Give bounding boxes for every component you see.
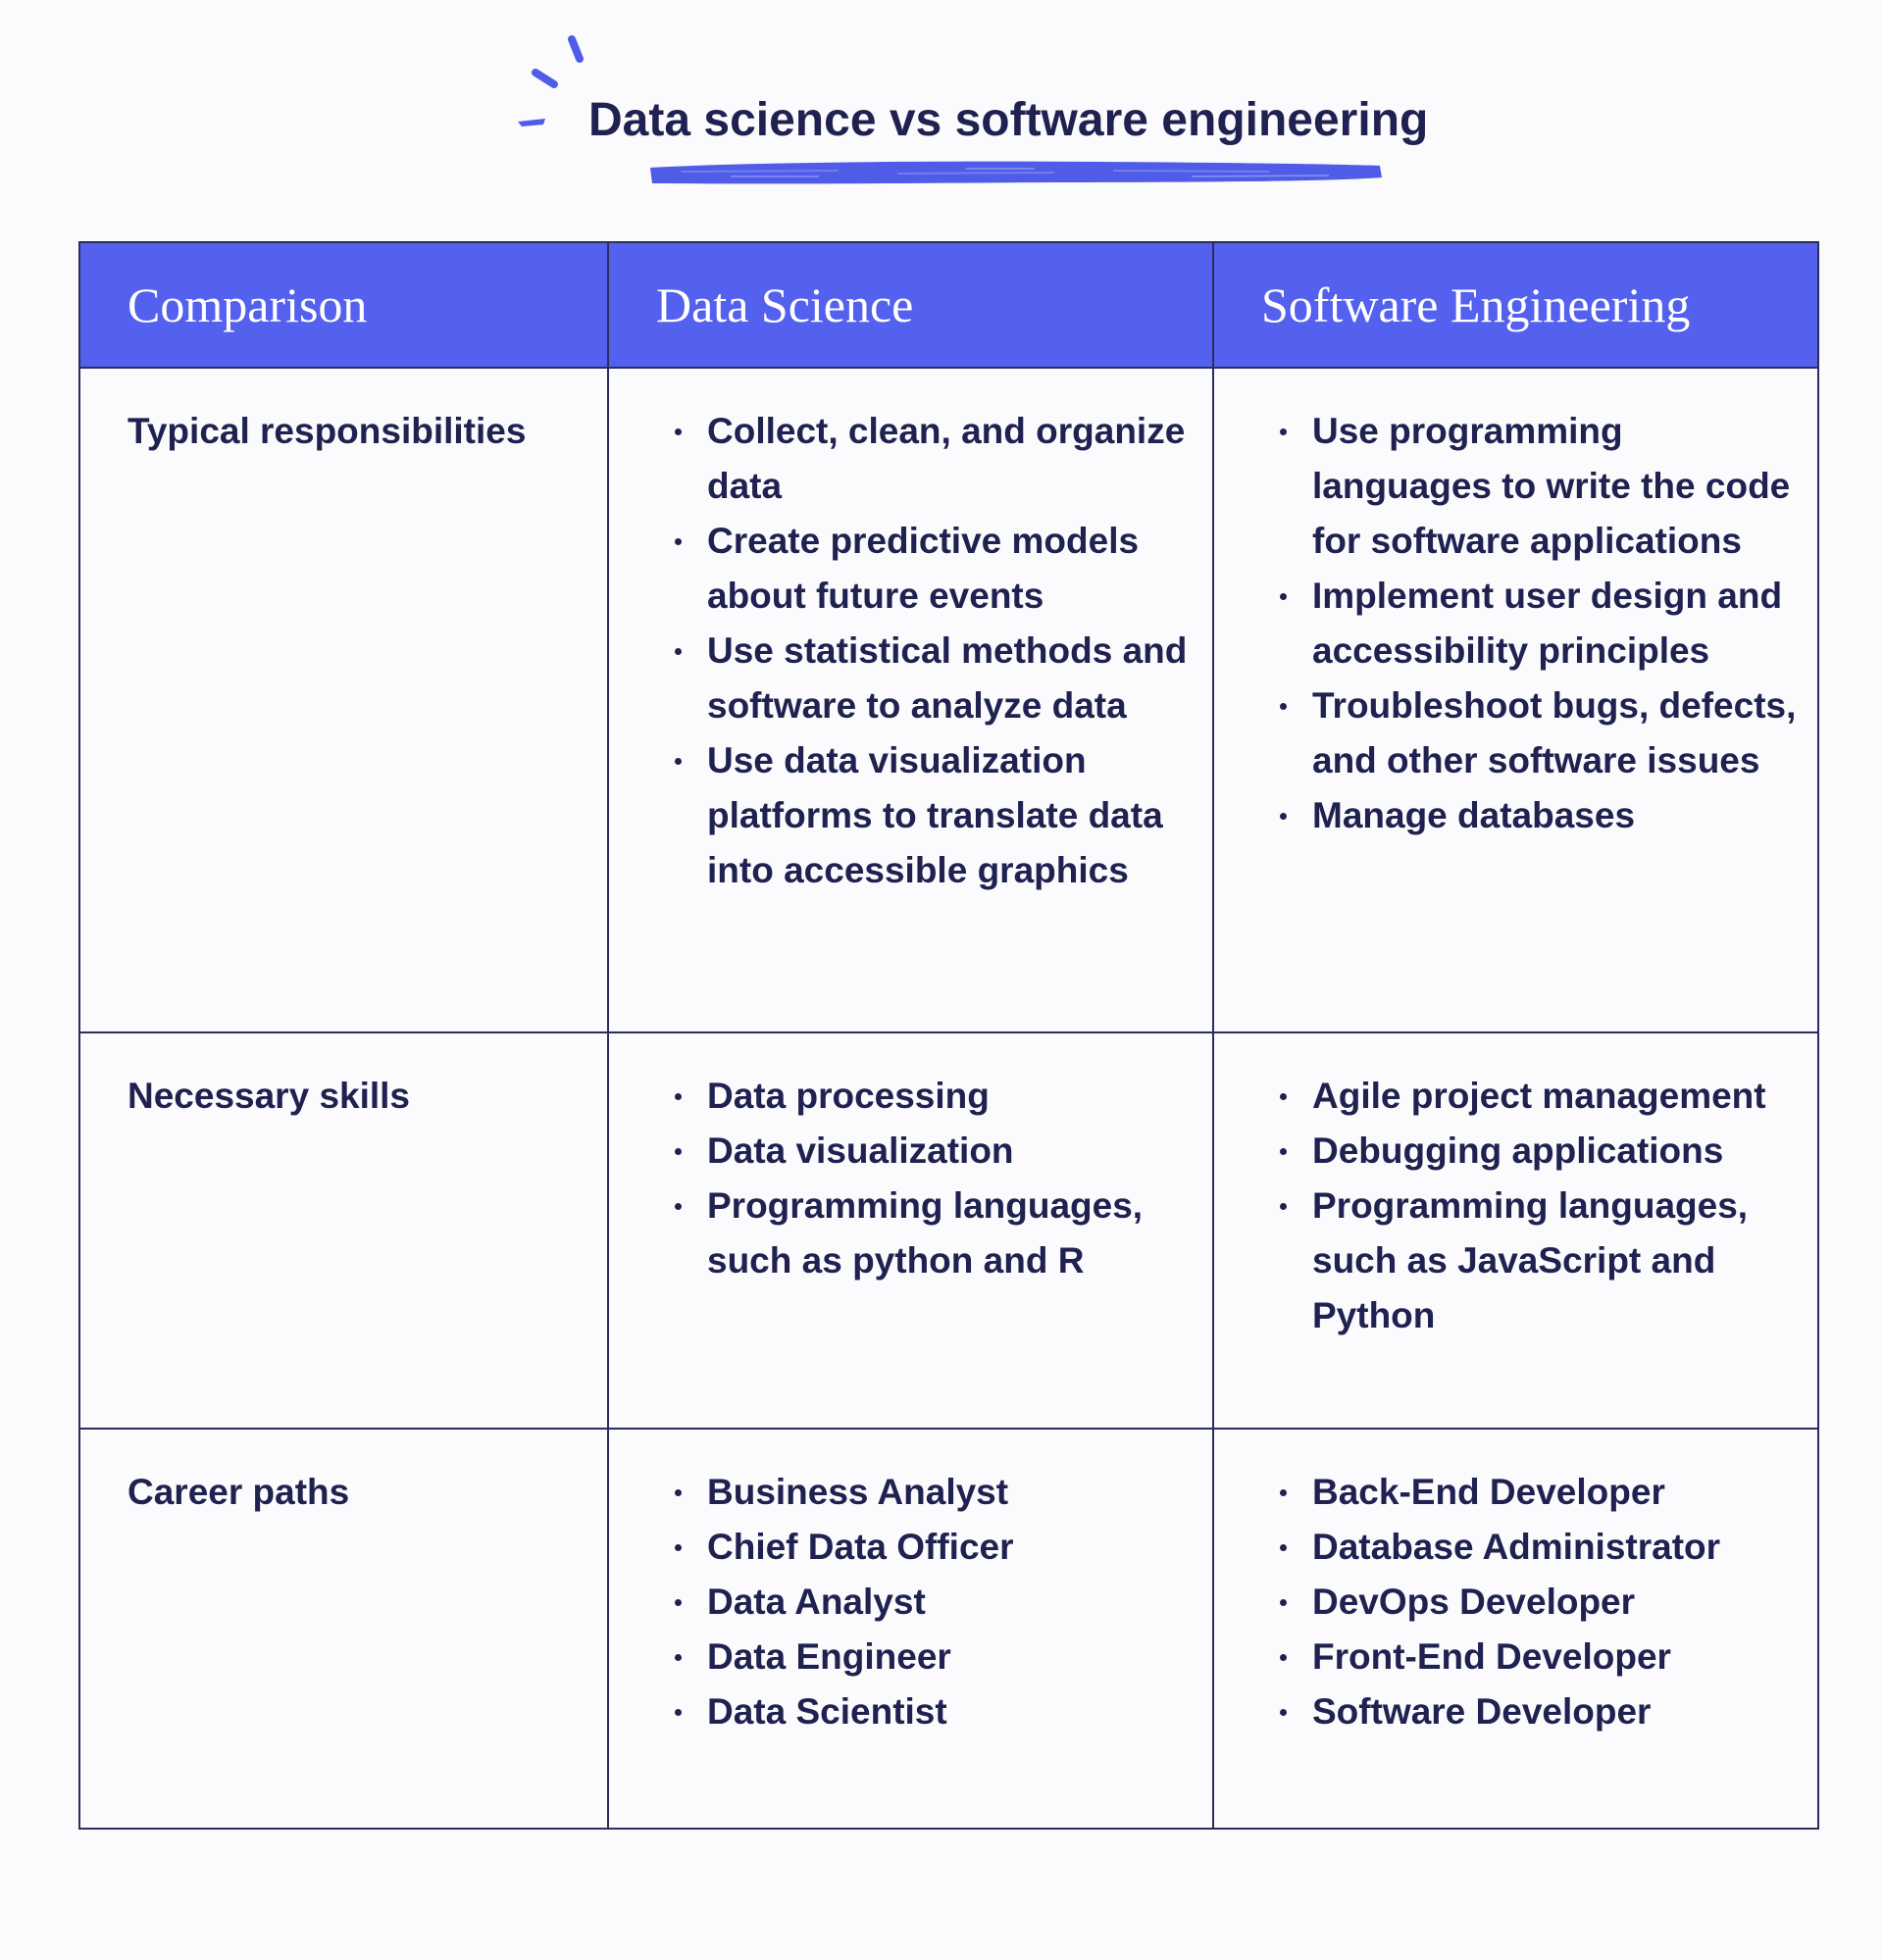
table-row [79, 1032, 1818, 1429]
list-item: Data visualization [668, 1124, 1193, 1179]
list-item: Use data visualization platforms to translate data into accessible graphics [668, 733, 1193, 898]
bullet-list [1273, 1465, 1798, 1739]
table-row [79, 1429, 1818, 1829]
bullet-list [1273, 404, 1798, 843]
list-item: Agile project management [1273, 1069, 1798, 1124]
list-item: Business Analyst [668, 1465, 1193, 1520]
column-header-comparison: Comparison [79, 242, 608, 368]
list-item: Data processing [668, 1069, 1193, 1124]
table-row [79, 368, 1818, 1032]
column-header-software-engineering: Software Engineering [1213, 242, 1818, 368]
list-item: DevOps Developer [1273, 1575, 1798, 1630]
list-item: Create predictive models about future events [668, 514, 1193, 624]
list-item: Programming languages, such as JavaScript and Python [1273, 1179, 1798, 1343]
list-item: Back-End Developer [1273, 1465, 1798, 1520]
brush-underline [642, 152, 1388, 193]
software-engineering-cell [1213, 1429, 1818, 1829]
bullet-list [668, 1465, 1193, 1739]
header [0, 0, 1883, 216]
list-item: Implement user design and accessibility principles [1273, 569, 1798, 678]
comparison-table [78, 241, 1819, 1830]
list-item: Data Analyst [668, 1575, 1193, 1630]
list-item: Collect, clean, and organize data [668, 404, 1193, 514]
list-item: Data Scientist [668, 1684, 1193, 1739]
list-item: Programming languages, such as python and R [668, 1179, 1193, 1288]
bullet-list [668, 404, 1193, 898]
table-header-row [79, 242, 1818, 368]
data-science-cell [608, 1429, 1213, 1829]
row-label: Career paths [79, 1429, 608, 1829]
data-science-cell [608, 1032, 1213, 1429]
row-label: Typical responsibilities [79, 368, 608, 1032]
bullet-list [668, 1069, 1193, 1288]
bullet-list [1273, 1069, 1798, 1343]
accent-marks-icon [500, 27, 598, 145]
column-header-data-science: Data Science [608, 242, 1213, 368]
software-engineering-cell [1213, 1032, 1818, 1429]
list-item: Software Developer [1273, 1684, 1798, 1739]
list-item: Database Administrator [1273, 1520, 1798, 1575]
list-item: Troubleshoot bugs, defects, and other software issues [1273, 678, 1798, 788]
list-item: Chief Data Officer [668, 1520, 1193, 1575]
list-item: Front-End Developer [1273, 1630, 1798, 1684]
list-item: Debugging applications [1273, 1124, 1798, 1179]
list-item: Data Engineer [668, 1630, 1193, 1684]
list-item: Use programming languages to write the code for software applications [1273, 404, 1798, 569]
software-engineering-cell [1213, 368, 1818, 1032]
list-item: Use statistical methods and software to analyze data [668, 624, 1193, 733]
page-title: Data science vs software engineering [588, 94, 1429, 146]
row-label: Necessary skills [79, 1032, 608, 1429]
list-item: Manage databases [1273, 788, 1798, 843]
data-science-cell [608, 368, 1213, 1032]
